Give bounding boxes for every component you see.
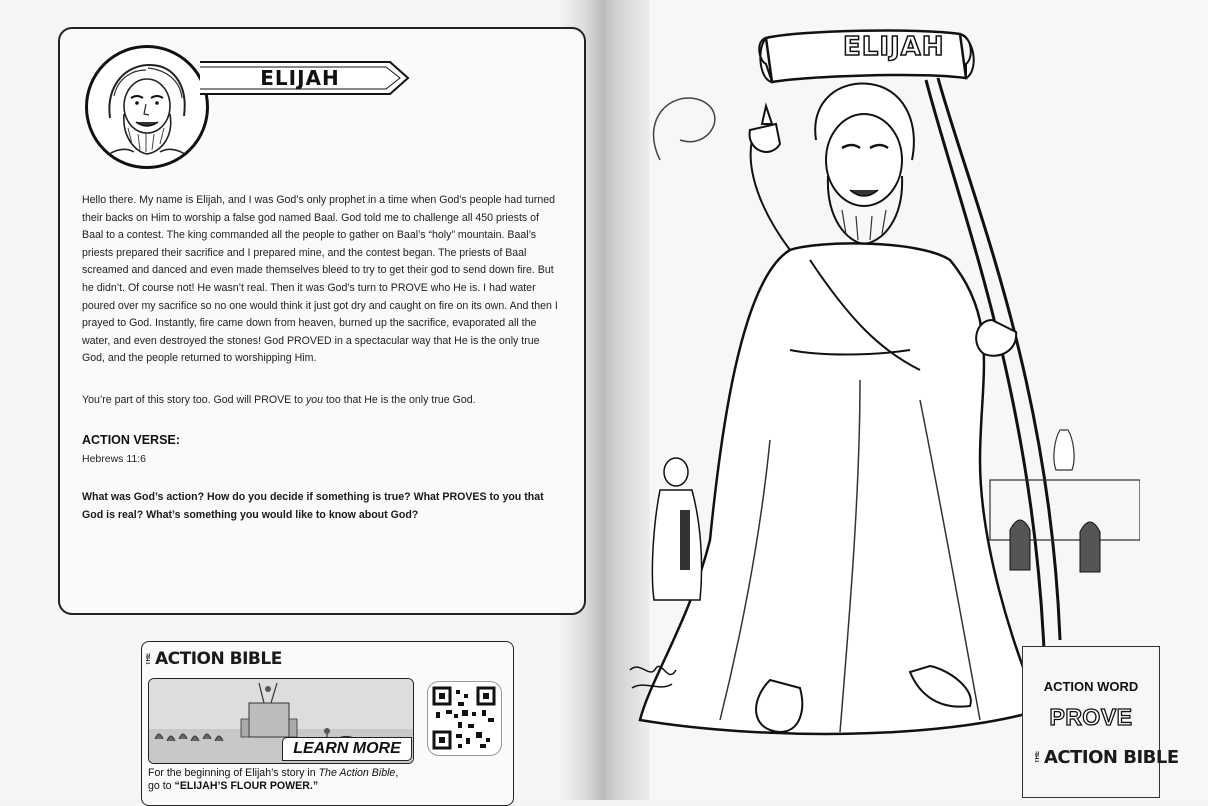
action-verse-reference: Hebrews 11:6	[82, 453, 147, 465]
action-bible-logo-right	[1035, 742, 1179, 772]
story-text	[82, 192, 560, 368]
elijah-portrait	[85, 45, 209, 169]
ad-caption-mid: ,	[395, 767, 399, 779]
action-word: PROVE	[1049, 704, 1133, 730]
ad-caption-title: The Action Bible	[318, 767, 396, 779]
ad-caption	[148, 767, 508, 793]
banner-title: ELIJAH	[843, 32, 945, 62]
logo-name: ACTION BIBLE	[155, 649, 282, 669]
part-of-story-emphasis: you	[305, 394, 324, 406]
logo-the-right: THE	[1035, 751, 1041, 763]
learn-more-button[interactable]: LEARN MORE	[282, 737, 412, 761]
name-banner-title: ELIJAH	[260, 66, 340, 90]
story-paragraph: Hello there. My name is Elijah, and I was God’s only prophet in a time when God’s people had turned their backs on Him to worship a false god named Baal. God told me to challenge all 450 priests of Baal to a contest. The king commanded all the people to gather on Baal’s “holy” mountain. Baal’s priests prepared their sacrifice and I prepared mine, and the contest began. The priests of Baal screamed and danced and even made themselves bleed to try to get their god to send down fire. But he didn’t. Of course not! He wasn’t real. Then it was God’s turn to PROVE who He is. I had water poured over my sacrifice so no one would think it just got dry and caught on fire on its own. And then I prayed to God. Instantly, fire came down from heaven, burned up the sacrifice, evaporated all the water, and even destroyed the stones! God PROVED in a spectacular way that He is the only true God, and the people returned to worshipping Him.	[82, 194, 558, 365]
qr-code-icon	[428, 682, 500, 754]
discussion-questions: What was God’s action? How do you decide if something is true? What PROVES to you that God is real? What’s something you would like to know about God?	[82, 491, 544, 521]
part-of-story-post: too that He is the only true God.	[323, 394, 476, 406]
qr-code[interactable]	[427, 681, 502, 756]
ad-caption-story: “ELIJAH’S FLOUR POWER.”	[174, 780, 319, 792]
ad-caption-go: go to	[148, 780, 175, 792]
action-bible-logo	[146, 648, 282, 670]
logo-name-right: ACTION BIBLE	[1044, 746, 1179, 768]
logo-the: THE	[146, 653, 152, 665]
ad-caption-pre: For the beginning of Elijah’s story in	[148, 767, 319, 779]
part-of-story-pre: You’re part of this story too. God will PROVE to	[82, 394, 306, 406]
action-word-label: ACTION WORD	[1043, 679, 1139, 694]
action-verse-heading: ACTION VERSE:	[82, 433, 180, 447]
part-of-story-paragraph	[82, 392, 560, 409]
elijah-portrait-drawing	[88, 48, 206, 166]
